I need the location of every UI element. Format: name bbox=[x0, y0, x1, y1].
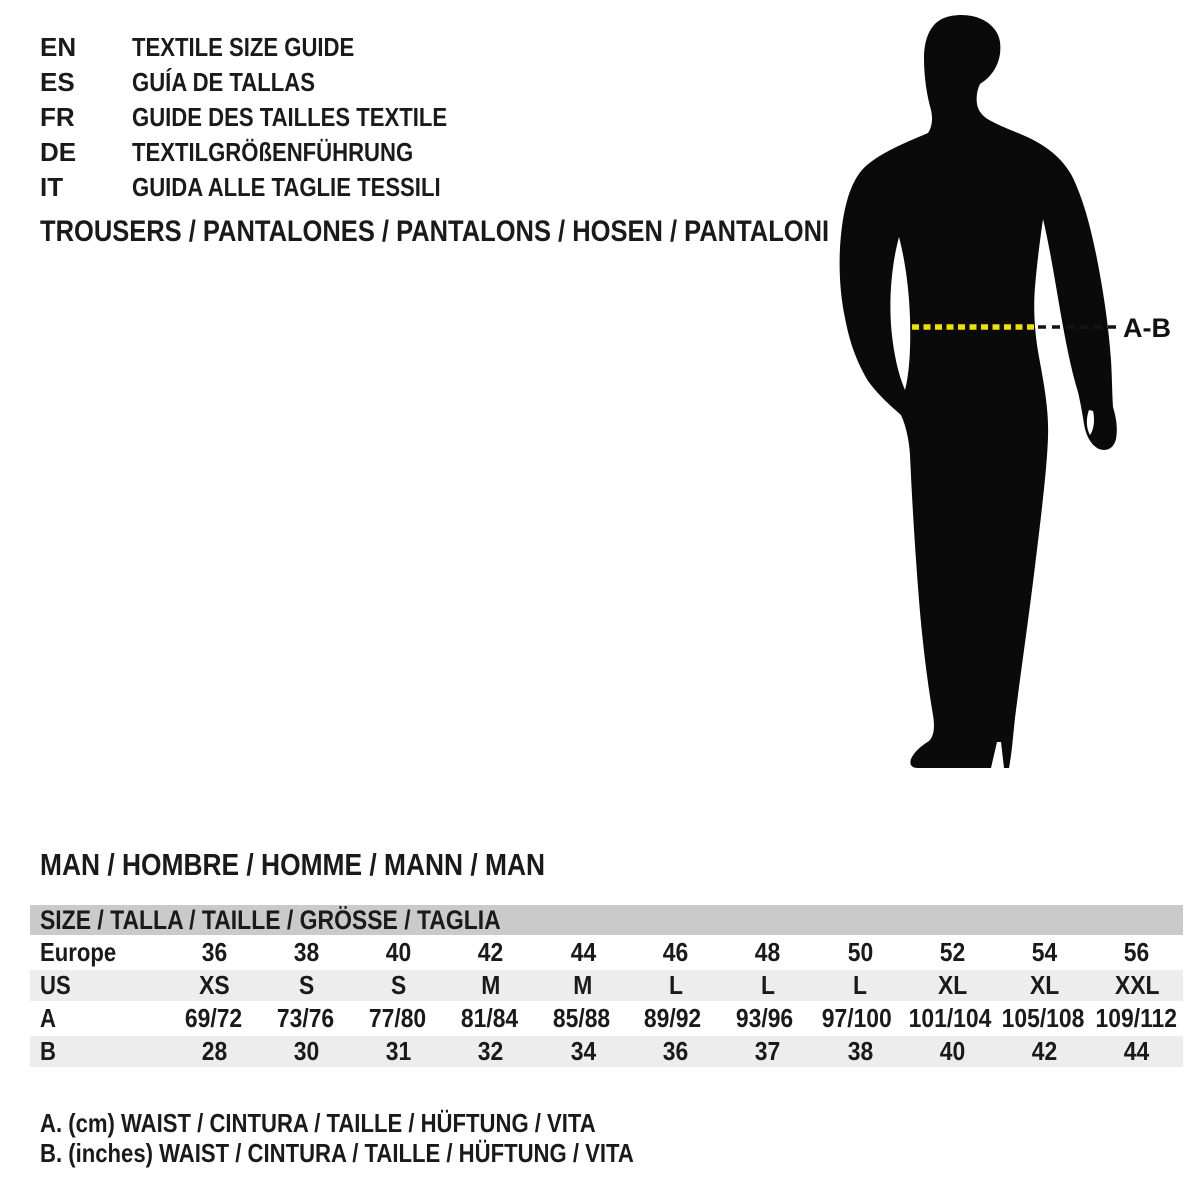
legend-line-b: B. (inches) WAIST / CINTURA / TAILLE / HÜFTUNG / VITA bbox=[40, 1138, 634, 1168]
table-cell-text: XL bbox=[937, 970, 967, 1000]
table-cell bbox=[537, 937, 629, 968]
table-cell-text: 30 bbox=[293, 1036, 320, 1066]
table-cell-text: S bbox=[298, 970, 315, 1000]
legend-line-b-wrap bbox=[40, 1138, 739, 1168]
table-cell bbox=[814, 1036, 906, 1067]
table-cell-text: 28 bbox=[201, 1036, 227, 1066]
language-title-text: TEXTILGRÖßENFÜHRUNG bbox=[132, 137, 414, 167]
table-cell-text: 56 bbox=[1124, 937, 1150, 967]
table-cell-text: 38 bbox=[847, 1036, 873, 1066]
table-cell-text: L bbox=[760, 970, 775, 1000]
table-cell-text: L bbox=[853, 970, 867, 1000]
table-cell bbox=[906, 1036, 998, 1067]
table-cell-text: 89/92 bbox=[644, 1003, 702, 1033]
table-row-us bbox=[30, 970, 1183, 1001]
table-cell-text: XL bbox=[1029, 970, 1060, 1000]
table-cell bbox=[998, 970, 1090, 1001]
language-code: EN bbox=[40, 32, 77, 62]
table-cell bbox=[445, 970, 537, 1001]
table-cell-text: 34 bbox=[570, 1036, 596, 1066]
size-table bbox=[30, 905, 1183, 1069]
table-cell bbox=[260, 1003, 352, 1034]
table-cell bbox=[260, 970, 352, 1001]
table-cell-text: 93/96 bbox=[736, 1003, 794, 1033]
table-cell bbox=[445, 1036, 537, 1067]
table-cell-text: 37 bbox=[755, 1036, 781, 1066]
table-cell-text: 31 bbox=[385, 1036, 412, 1066]
table-cell-text: 46 bbox=[662, 937, 689, 967]
table-cell bbox=[353, 1036, 445, 1067]
language-title-text: GUÍA DE TALLAS bbox=[132, 67, 315, 97]
table-cell bbox=[722, 1036, 814, 1067]
table-cell-text: XS bbox=[198, 970, 230, 1000]
row-label-text: Europe bbox=[40, 937, 117, 967]
table-cell-text: 44 bbox=[1124, 1036, 1150, 1066]
table-row-a bbox=[30, 1003, 1183, 1034]
gender-headline-text: MAN / HOMBRE / HOMME / MANN / MAN bbox=[40, 847, 546, 882]
table-cell-text: 48 bbox=[755, 937, 781, 967]
table-cell bbox=[535, 1003, 627, 1034]
table-cell-text: 73/76 bbox=[277, 1003, 335, 1033]
garment-headline-text: TROUSERS / PANTALONES / PANTALONS / HOSEN / PANTALONI bbox=[40, 215, 830, 248]
table-cell-text: 42 bbox=[1031, 1036, 1058, 1066]
language-code: IT bbox=[40, 172, 64, 202]
language-title-text: TEXTILE SIZE GUIDE bbox=[132, 32, 355, 62]
table-cell bbox=[1091, 1036, 1183, 1067]
table-cell bbox=[353, 970, 445, 1001]
table-cell bbox=[353, 937, 445, 968]
size-table-header-text: SIZE / TALLA / TAILLE / GRÖSSE / TAGLIA bbox=[40, 904, 501, 935]
table-cell bbox=[814, 937, 906, 968]
row-label-cell bbox=[30, 1003, 168, 1034]
table-cell bbox=[629, 937, 721, 968]
table-cell bbox=[629, 1036, 721, 1067]
table-cell bbox=[537, 1036, 629, 1067]
table-cell bbox=[537, 970, 629, 1001]
row-label-cell bbox=[30, 970, 168, 1001]
table-cell bbox=[1091, 937, 1183, 968]
man-silhouette-icon bbox=[840, 15, 1117, 768]
table-cell bbox=[998, 1036, 1090, 1067]
language-title-text: GUIDA ALLE TAGLIE TESSILI bbox=[132, 172, 441, 202]
language-code: FR bbox=[40, 102, 75, 132]
table-cell bbox=[1091, 970, 1183, 1001]
measurement-legend bbox=[40, 1108, 739, 1168]
size-table-header bbox=[30, 905, 1183, 935]
size-table-rows bbox=[30, 937, 1183, 1067]
table-cell bbox=[1090, 1003, 1183, 1034]
table-cell bbox=[811, 1003, 903, 1034]
table-cell bbox=[998, 937, 1090, 968]
table-cell bbox=[629, 970, 721, 1001]
table-cell-text: 109/112 bbox=[1096, 1003, 1178, 1033]
table-cell-text: 69/72 bbox=[185, 1003, 243, 1033]
table-cell-text: S bbox=[391, 970, 407, 1000]
table-cell-text: 101/104 bbox=[908, 1003, 991, 1033]
table-cell-text: L bbox=[668, 970, 683, 1000]
table-cell bbox=[719, 1003, 811, 1034]
row-label-cell bbox=[30, 937, 168, 968]
table-cell-text: 77/80 bbox=[368, 1003, 427, 1033]
table-cell bbox=[168, 937, 260, 968]
table-cell bbox=[260, 1036, 352, 1067]
table-cell bbox=[445, 937, 537, 968]
table-cell bbox=[168, 1003, 260, 1034]
table-cell-text: 38 bbox=[293, 937, 320, 967]
table-cell bbox=[443, 1003, 535, 1034]
table-cell-text: 85/88 bbox=[552, 1003, 610, 1033]
table-cell bbox=[627, 1003, 719, 1034]
table-cell-text: 42 bbox=[478, 937, 504, 967]
language-code: DE bbox=[40, 137, 77, 167]
table-cell bbox=[906, 970, 998, 1001]
table-cell-text: 40 bbox=[385, 937, 412, 967]
table-row-b bbox=[30, 1036, 1183, 1067]
table-cell-text: 44 bbox=[570, 937, 596, 967]
language-title-text: GUIDE DES TAILLES TEXTILE bbox=[132, 102, 448, 132]
table-cell bbox=[996, 1003, 1090, 1034]
table-cell-text: XXL bbox=[1114, 970, 1160, 1000]
table-cell-text: M bbox=[573, 970, 593, 1000]
row-label-cell bbox=[30, 1036, 168, 1067]
table-cell bbox=[168, 970, 260, 1001]
table-cell-text: 54 bbox=[1031, 937, 1058, 967]
table-cell bbox=[903, 1003, 997, 1034]
table-cell-text: 36 bbox=[201, 937, 227, 967]
legend-line-a-wrap bbox=[40, 1108, 739, 1138]
table-cell-text: 40 bbox=[939, 1036, 965, 1066]
table-cell-text: 50 bbox=[847, 937, 873, 967]
table-cell-text: 32 bbox=[478, 1036, 504, 1066]
table-cell-text: 81/84 bbox=[460, 1003, 518, 1033]
table-row-europe bbox=[30, 937, 1183, 968]
row-label-text: B bbox=[40, 1036, 56, 1066]
table-cell bbox=[722, 970, 814, 1001]
table-cell bbox=[906, 937, 998, 968]
row-label-text: A bbox=[40, 1003, 56, 1033]
gender-headline bbox=[40, 848, 634, 881]
table-cell bbox=[814, 970, 906, 1001]
row-label-text: US bbox=[40, 970, 71, 1000]
table-cell-text: 52 bbox=[939, 937, 965, 967]
legend-line-a: A. (cm) WAIST / CINTURA / TAILLE / HÜFTUNG / VITA bbox=[40, 1108, 596, 1138]
waist-label: A-B bbox=[1123, 313, 1171, 343]
table-cell-text: 97/100 bbox=[821, 1003, 892, 1033]
language-code: ES bbox=[40, 67, 75, 97]
table-cell-text: 36 bbox=[662, 1036, 689, 1066]
table-cell-text: 105/108 bbox=[1002, 1003, 1085, 1033]
table-cell bbox=[352, 1003, 444, 1034]
table-cell-text: M bbox=[481, 970, 501, 1000]
table-cell bbox=[168, 1036, 260, 1067]
table-cell bbox=[722, 937, 814, 968]
table-cell bbox=[260, 937, 352, 968]
